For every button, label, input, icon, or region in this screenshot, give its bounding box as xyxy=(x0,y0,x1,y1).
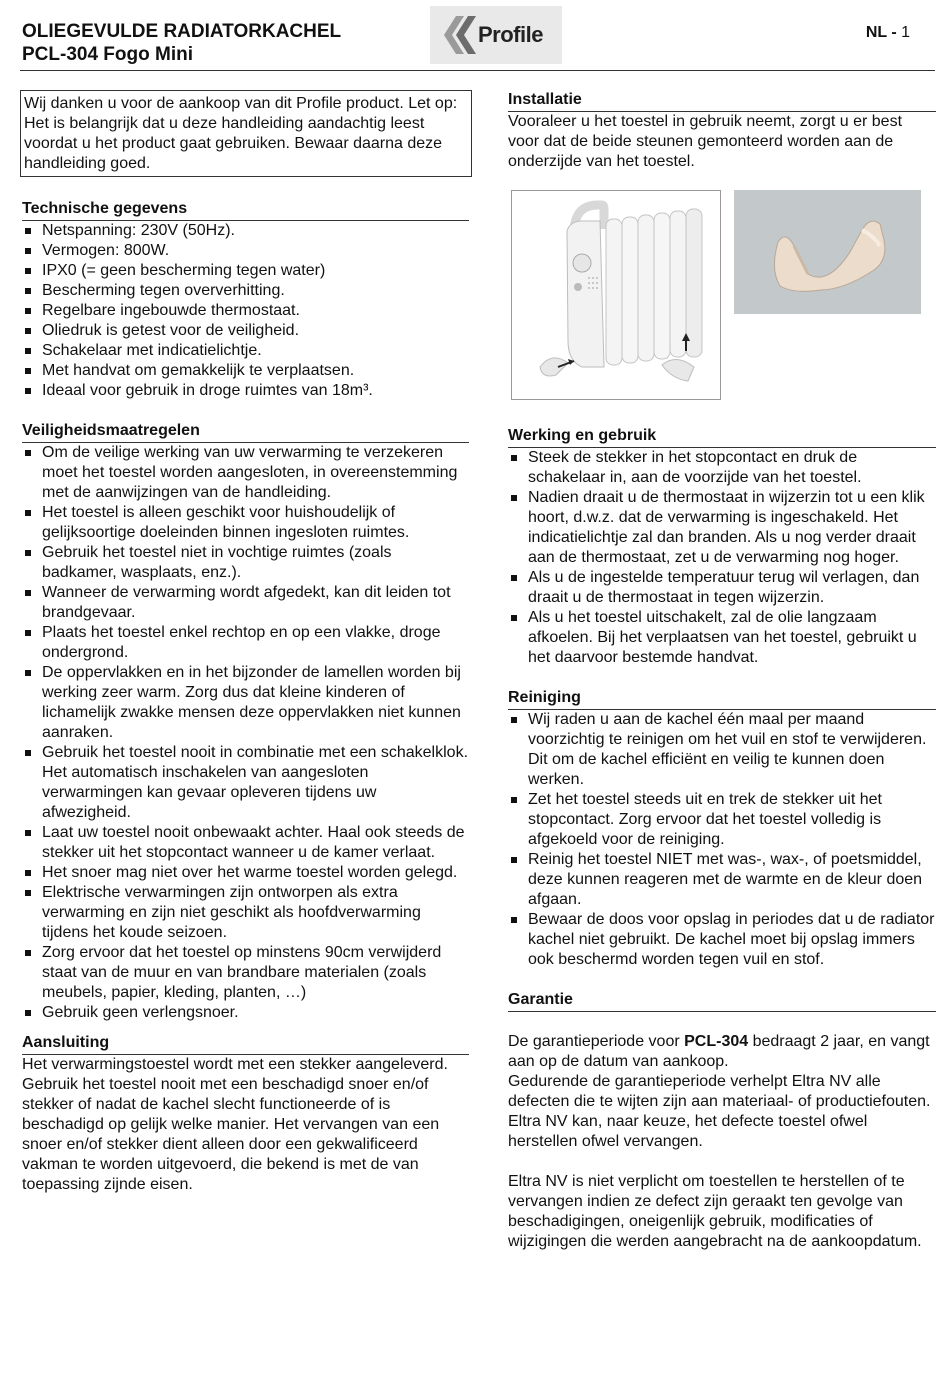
safety-list xyxy=(22,443,469,1023)
radiator-photo xyxy=(511,190,721,400)
title-line-2: PCL-304 Fogo Mini xyxy=(22,44,193,65)
list-item: Laat uw toestel nooit onbewaakt achter. Haal ook steeds de stekker uit het stopcontact wanneer u de kamer verlaat. xyxy=(22,823,469,863)
safety-section xyxy=(22,421,469,1023)
list-item: Als u het toestel uitschakelt, zal de olie langzaam afkoelen. Bij het verplaatsen van het toestel, gebruikt u het daarvoor bestemde handvat. xyxy=(508,608,936,668)
warranty-title: Garantie xyxy=(508,990,936,1012)
connection-section xyxy=(22,1033,469,1195)
list-item: Plaats het toestel enkel rechtop en op een vlakke, droge ondergrond. xyxy=(22,623,469,663)
list-item: Vermogen: 800W. xyxy=(22,241,469,261)
installation-text: Vooraleer u het toestel in gebruik neemt, zorgt u er best voor dat de beide steunen gemonteerd worden aan de onderzijde van het toestel. xyxy=(508,113,903,170)
page-number-value: 1 xyxy=(901,24,910,41)
warranty-paragraph-2: Gedurende de garantieperiode verhelpt Eltra NV alle defecten die te wijten zijn aan materiaal- of productiefouten. Eltra NV kan, naar keuze, het defecte toestel ofwel herstellen ofwel vervangen. xyxy=(508,1073,931,1150)
warranty-text: De garantieperiode voor xyxy=(508,1033,685,1050)
list-item: Met handvat om gemakkelijk te verplaatsen. xyxy=(22,361,469,381)
list-item: Gebruik het toestel nooit in combinatie met een schakelklok. Het automatisch inschakelen van aangesloten verwarmingen kan gevaar opleveren tijdens uw afwezigheid. xyxy=(22,743,469,823)
technical-title: Technische gegevens xyxy=(22,199,469,221)
list-item: Om de veilige werking van uw verwarming te verzekeren moet het toestel worden aangesloten, in overeenstemming met de aanwijzingen van de handleiding. xyxy=(22,443,469,503)
page-prefix: NL - xyxy=(865,24,902,41)
list-item: Netspanning: 230V (50Hz). xyxy=(22,221,469,241)
list-item: Reinig het toestel NIET met was-, wax-, of poetsmiddel, deze kunnen reageren met de warmte en de kleur doen afgaan. xyxy=(508,850,936,910)
list-item: Zet het toestel steeds uit en trek de stekker uit het stopcontact. Zorg ervoor dat het toestel volledig is afgekoeld voor de reiniging. xyxy=(508,790,936,850)
support-foot-image xyxy=(734,190,921,314)
list-item: De oppervlakken en in het bijzonder de lamellen worden bij werking zeer warm. Zorg dus dat kleine kinderen of lichamelijk zwakke mensen deze oppervlakken niet kunnen aanraken. xyxy=(22,663,469,743)
warranty-text: bedraagt 2 jaar, en vangt aan op de datum van aankoop. xyxy=(508,1033,930,1070)
right-column xyxy=(508,90,936,1252)
list-item: Gebruik het toestel niet in vochtige ruimtes (zoals badkamer, wasplaats, enz.). xyxy=(22,543,469,583)
operation-list xyxy=(508,448,936,668)
safety-title: Veiligheidsmaatregelen xyxy=(22,421,469,443)
list-item: Het toestel is alleen geschikt voor huishoudelijk of gelijksoortige doeleinden binnen ingesloten ruimtes. xyxy=(22,503,469,543)
title-line-1: OLIEGEVULDE RADIATORKACHEL xyxy=(22,21,342,42)
connection-title: Aansluiting xyxy=(22,1033,469,1055)
list-item: Schakelaar met indicatielichtje. xyxy=(22,341,469,361)
list-item: Als u de ingestelde temperatuur terug wil verlagen, dan draait u de thermostaat in tegen wijzerzin. xyxy=(508,568,936,608)
list-item: Ideaal voor gebruik in droge ruimtes van 18m³. xyxy=(22,381,469,401)
list-item: Wanneer de verwarming wordt afgedekt, kan dit leiden tot brandgevaar. xyxy=(22,583,469,623)
list-item: Bescherming tegen oververhitting. xyxy=(22,281,469,301)
document-title xyxy=(22,20,341,66)
installation-photos xyxy=(508,190,936,412)
warranty-paragraph-3: Eltra NV is niet verplicht om toestellen te herstellen of te vervangen indien ze defect zijn geraakt ten gevolge van beschadigingen, oneigenlijk gebruik, modificaties of wijzigingen die werden aangebracht na de aankoopdatum. xyxy=(508,1173,922,1250)
list-item: IPX0 (= geen bescherming tegen water) xyxy=(22,261,469,281)
logo-text: Profile xyxy=(478,22,543,47)
list-item: Nadien draait u de thermostaat in wijzerzin tot u een klik hoort, d.w.z. dat de verwarming is ingeschakeld. Het indicatielichtje zal dan branden. Als u nog verder draait aan de thermostaat, zet u de verwarming nog hoger. xyxy=(508,488,936,568)
installation-title: Installatie xyxy=(508,90,936,112)
list-item: Gebruik geen verlengsnoer. xyxy=(22,1003,469,1023)
support-foot-photo xyxy=(734,190,921,314)
list-item: Wij raden u aan de kachel één maal per maand voorzichtig te reinigen om het vuil en stof te verwijderen. Dit om de kachel efficiënt en veilig te kunnen doen werken. xyxy=(508,710,936,790)
list-item: Bewaar de doos voor opslag in periodes dat u de radiator kachel niet gebruikt. De kachel moet bij opslag immers ook beschermd worden tegen vuil en stof. xyxy=(508,910,936,970)
connection-text: Het verwarmingstoestel wordt met een stekker aangeleverd. Gebruik het toestel nooit met een beschadigd snoer en/of stekker of nadat de kachel slecht functioneerde of is beschadigd op gelijk welke manier. Het vervangen van een snoer en/of stekker dient alleen door een gekwalificeerd vakman te worden uitgevoerd, die bekend is met de van toepassing zijnde eisen. xyxy=(22,1056,448,1193)
technical-list xyxy=(22,221,469,401)
cleaning-section xyxy=(508,688,936,970)
profile-chevrons-icon xyxy=(436,14,480,56)
warranty-paragraph-1 xyxy=(508,1032,936,1072)
list-item: Regelbare ingebouwde thermostaat. xyxy=(22,301,469,321)
page-number xyxy=(866,24,910,42)
left-column xyxy=(22,90,469,1195)
installation-section xyxy=(508,90,936,172)
list-item: Zorg ervoor dat het toestel op minstens 90cm verwijderd staat van de muur en van brandbare materialen (zoals meubels, papier, kleding, planten, …) xyxy=(22,943,469,1003)
warranty-section xyxy=(508,990,936,1252)
list-item: Steek de stekker in het stopcontact en druk de schakelaar in, aan de voorzijde van het toestel. xyxy=(508,448,936,488)
intro-box: Wij danken u voor de aankoop van dit Profile product. Let op: Het is belangrijk dat u deze handleiding aandachtig leest voordat u het product gaat gebruiken. Bewaar daarna deze handleiding goed. xyxy=(20,90,472,177)
warranty-model: PCL-304 xyxy=(684,1033,749,1050)
list-item: Het snoer mag niet over het warme toestel worden gelegd. xyxy=(22,863,469,883)
cleaning-title: Reiniging xyxy=(508,688,936,710)
list-item: Oliedruk is getest voor de veiligheid. xyxy=(22,321,469,341)
cleaning-list xyxy=(508,710,936,970)
radiator-image xyxy=(512,191,720,399)
technical-section xyxy=(22,199,469,401)
list-item: Elektrische verwarmingen zijn ontworpen als extra verwarming en zijn niet geschikt als hoofdverwarming tijdens het koude seizoen. xyxy=(22,883,469,943)
header-divider xyxy=(20,70,935,71)
operation-section xyxy=(508,426,936,668)
profile-logo xyxy=(430,6,562,64)
operation-title: Werking en gebruik xyxy=(508,426,936,448)
